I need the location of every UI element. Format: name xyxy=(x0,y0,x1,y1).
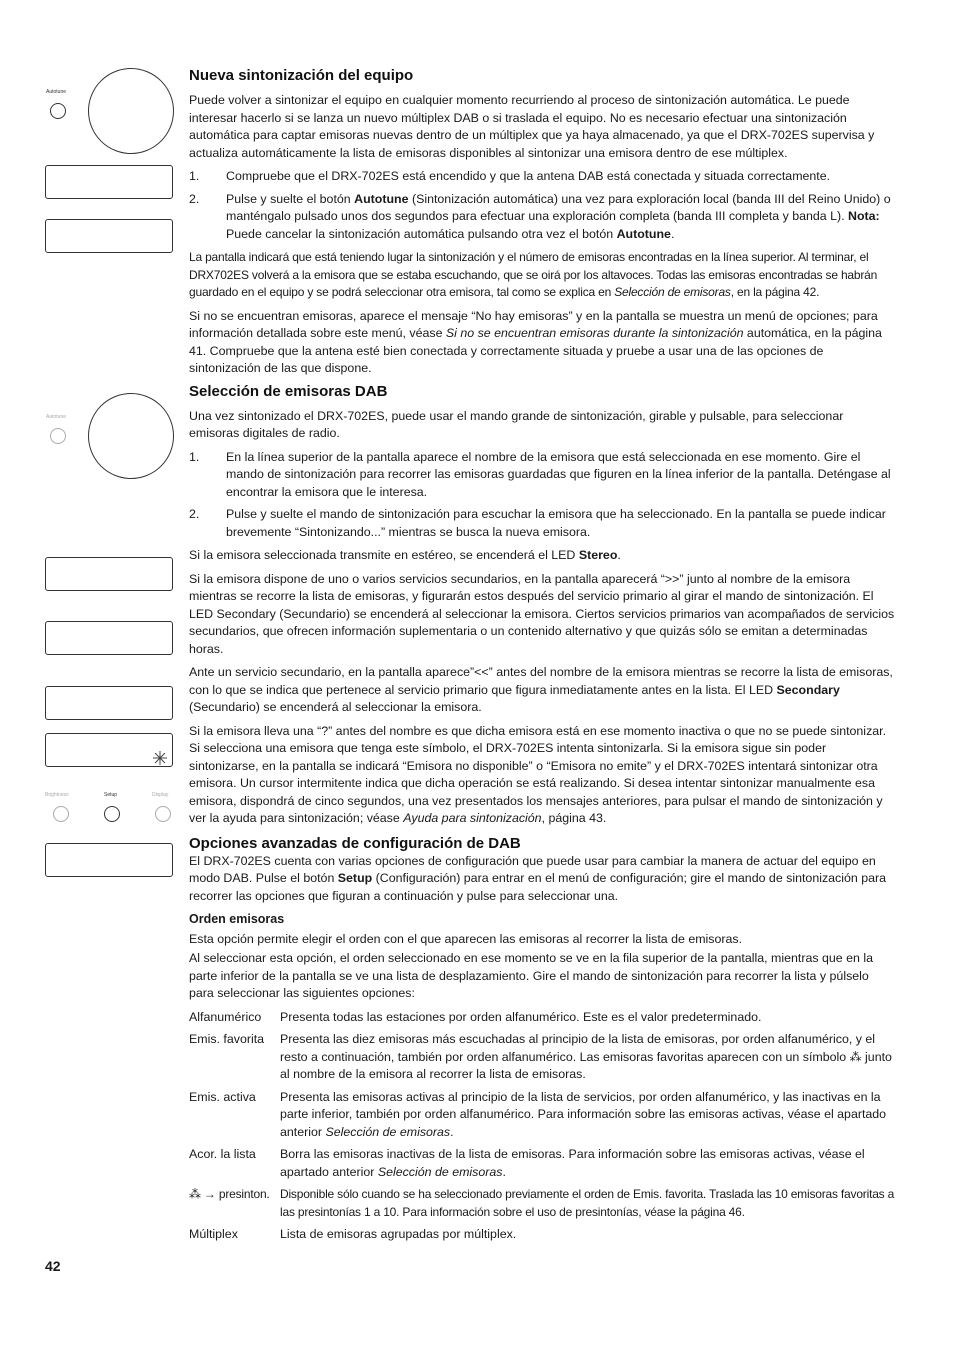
display-button[interactable] xyxy=(155,806,171,822)
section-title-advanced: Opciones avanzadas de configuración de DAB xyxy=(189,834,521,852)
section-title-retune: Nueva sintonización del equipo xyxy=(189,67,414,84)
paragraph: Si no se encuentran emisoras, aparece el mensaje “No hay emisoras” y en la pantalla se muestra un menú de opciones; para información detallada sobre este menú, véase Si no se encuentran emisoras durante la sintonización automática, en la página 41. Compruebe que la antena esté bien conectada y correctamente situada y pruebe a usar una de las opciones de sintonización de las que dispone. xyxy=(189,308,882,375)
section-title-select: Selección de emisoras DAB xyxy=(189,382,388,400)
tuning-knob[interactable] xyxy=(88,68,174,154)
lcd-radio3-inactive xyxy=(45,686,173,720)
main-text xyxy=(189,66,897,1249)
option-row xyxy=(189,1089,897,1142)
subsection-title: Orden emisoras xyxy=(189,912,285,926)
lcd-not-available xyxy=(45,733,173,767)
favorite-icon: ⁂ xyxy=(849,1049,862,1064)
paragraph: Puede volver a sintonizar el equipo en cualquier momento recurriendo al proceso de sintonización automática. Le puede interesar hacerlo si se lanza un nuevo múltiplex DAB o si traslada el equipo. No es necesario efectuar una sintonización automática para captar emisoras nuevas dentro de un múltiplex que ya haya almacenado, ya que el DRX-702ES supervisa y actualiza automáticamente la lista de emisoras disponibles al sintonizar una emisora dentro de ese múltiplex. xyxy=(189,93,875,160)
paragraph: Si la emisora lleva una “?” antes del nombre es que dicha emisora está en ese momento inactiva o que no se puede sintonizar. Si selecciona una emisora que tenga este símbolo, el DRX-702ES intenta sintonizarla. Si la emisora sigue sin poder sintonizarse, en la pantalla se indicará “Emisora no disponible” o “Emisora no emite” y el DRX-702ES intentará sintonizar otra emisora. Un cursor intermitente indica que dicha operación se está realizando. Si desea intentar sintonizar manualmente esa emisora, dispondrá de cinco segundos, una vez presentados los mensajes anteriores, para pulsar el mando de sintonización y ver la ayuda para sintonización; véase Ayuda para sintonización, página 43. xyxy=(189,723,887,825)
paragraph: Ante un servicio secundario, en la pantalla aparece”<<” antes del nombre de la emisora mientras se recorre la lista de emisoras, con lo que se indica que pertenece al servicio primario que figura inmediatamente antes en la lista. El LED Secondary (Secundario) se encenderá al seleccionar la emisora. xyxy=(189,665,893,714)
option-row xyxy=(189,1146,897,1181)
option-row xyxy=(189,1009,897,1027)
option-desc: Lista de emisoras agrupadas por múltiplex. xyxy=(280,1227,517,1241)
lcd-radio3-secondary xyxy=(45,621,173,655)
option-row xyxy=(189,1226,897,1244)
option-key: Emis. activa xyxy=(189,1089,256,1104)
paragraph: Una vez sintonizado el DRX-702ES, puede usar el mando grande de sintonización, girable y pulsable, para seleccionar emisoras digitales de radio. xyxy=(189,408,844,440)
lcd-line-1 xyxy=(49,653,169,655)
steps-list xyxy=(189,449,897,542)
option-row xyxy=(189,1186,897,1221)
option-key: Emis. favorita xyxy=(189,1032,265,1046)
lcd-radio3-primary xyxy=(45,557,173,591)
paragraph: El DRX-702ES cuenta con varias opciones de configuración que puede usar para cambiar la manera de actuar del equipo en modo DAB. Pulse el botón Setup (Configuración) para entrar en el menú de configuración; gire el mando de sintonización para recorrer las opciones que figuran a continuación y pulse para seleccionar una. xyxy=(189,853,887,903)
paragraph: Si la emisora seleccionada transmite en estéreo, se encenderá el LED Stereo. xyxy=(189,548,621,562)
tuning-knob-2[interactable] xyxy=(88,393,174,479)
lcd-line-1 xyxy=(49,765,169,767)
lcd-line-1 xyxy=(49,197,169,199)
paragraph: La pantalla indicará que está teniendo lugar la sintonización y el número de emisoras encontradas en la línea superior. Al terminar, el DRX702ES volverá a la emisora que se estaba escuchando, que se oirá por los altavoces. Todas las emisoras encontradas se habrán guardado en el equipo y se podrá seleccionar otra emisora, tal como se explica en Selección de emisoras, en la página 42. xyxy=(189,250,878,299)
option-key: Alfanumérico xyxy=(189,1009,262,1024)
list-item: 1. Compruebe que el DRX-702ES está encendido y que la antena DAB está conectada y situada correctamente. xyxy=(189,169,831,183)
lcd-autotune-progress xyxy=(45,165,173,199)
autotune-label-2: Autotune xyxy=(46,414,67,420)
option-key: Acor. la lista xyxy=(189,1147,256,1161)
brightness-label: Brightness xyxy=(45,792,69,798)
page-number: 42 xyxy=(45,1258,61,1274)
lcd-line-1 xyxy=(49,718,169,720)
paragraph: Si la emisora dispone de uno o varios servicios secundarios, en la pantalla aparecerá “>>” junto al nombre de la emisora mientras se recorre la lista de emisoras, y figurarán estos después del servicio primario al girar el mando de sintonización. El LED Secondary (Secundario) se encenderá al seleccionar la emisora. Ciertos servicios primarios van acompañados de servicios secundarios, que ofrecen información suplementaria o un contenido alternativo y que quizás sólo se emitan a determinadas horas. xyxy=(189,571,895,656)
setup-button[interactable] xyxy=(104,806,120,822)
option-desc: Presenta todas las estaciones por orden alfanumérico. Este es el valor predeterminado. xyxy=(280,1009,762,1024)
blinking-cursor-icon xyxy=(152,750,168,766)
steps-list xyxy=(189,168,897,243)
option-desc: Disponible sólo cuando se ha seleccionado previamente el orden de Emis. favorita. Traslada las 10 emisoras favoritas a las presintonías 1 a 10. Para información sobre el uso de presintonías, véase la página 46. xyxy=(280,1187,895,1219)
lcd-select-help xyxy=(45,219,173,253)
list-item: 2. Pulse y suelte el mando de sintonización para escuchar la emisora que ha seleccionado. En la pantalla se puede indicar brevemente “Sintonizando...” mientras se busca la nueva emisora. xyxy=(189,507,886,539)
display-label: Display xyxy=(152,792,169,798)
list-item: 1. En la línea superior de la pantalla aparece el nombre de la emisora que está seleccionada en ese momento. Gire el mando de sintonización para recorrer las emisoras guardadas que figuren en la línea inferior de la pantalla. Deténgase al encontrar la emisora que le interesa. xyxy=(189,449,891,499)
setup-label: Setup xyxy=(104,792,118,798)
autotune-button[interactable] xyxy=(50,103,66,119)
option-desc: Presenta las emisoras activas al principio de la lista de servicios, por orden alfanumérico, y las inactivas en la parte inferior, también por orden alfanumérico. Para información sobre las emisoras activas, véase el apartado anterior Selección de emisoras. xyxy=(280,1089,887,1139)
lcd-line-1 xyxy=(49,875,169,877)
lcd-line-1 xyxy=(49,589,169,591)
paragraph: Esta opción permite elegir el orden con el que aparecen las emisoras al recorrer la lista de emisoras. xyxy=(189,931,743,946)
lcd-station-order xyxy=(45,843,173,877)
paragraph: Al seleccionar esta opción, el orden seleccionado en ese momento se ve en la fila superior de la pantalla, mientras que en la parte inferior de la pantalla se ve una lista de desplazamiento. Gire el mando de sintonización para recorrer la lista y púlselo para seleccionar las siguientes opciones: xyxy=(189,951,873,1000)
list-item: 2. Pulse y suelte el botón Autotune (Sintonización automática) una vez para exploración local (banda III del Reino Unido) o manténgalo pulsado unos dos segundos para efectuar una exploración completa (banda III completa y banda L). Nota: Puede cancelar la sintonización automática pulsando otra vez el botón Autotune. xyxy=(189,191,891,241)
option-row xyxy=(189,1031,897,1084)
option-desc: Borra las emisoras inactivas de la lista de emisoras. Para información sobre las emisoras activas, véase el apartado anterior Selección de emisoras. xyxy=(280,1147,865,1179)
autotune-label: Autotune xyxy=(46,89,67,95)
option-desc: Presenta las diez emisoras más escuchadas al principio de la lista de emisoras, por orden alfanumérico, y el resto a continuación, también por orden alfanumérico. Las emisoras favoritas aparecen con un símbolo ⁂ junto al nombre de la emisora al recorrer la lista de emisoras. xyxy=(280,1032,892,1081)
lcd-line-1 xyxy=(49,251,169,253)
autotune-button-2[interactable] xyxy=(50,428,66,444)
brightness-button[interactable] xyxy=(53,806,69,822)
option-key: Múltiplex xyxy=(189,1227,238,1241)
option-key: ⁂ → presinton. xyxy=(189,1187,270,1201)
